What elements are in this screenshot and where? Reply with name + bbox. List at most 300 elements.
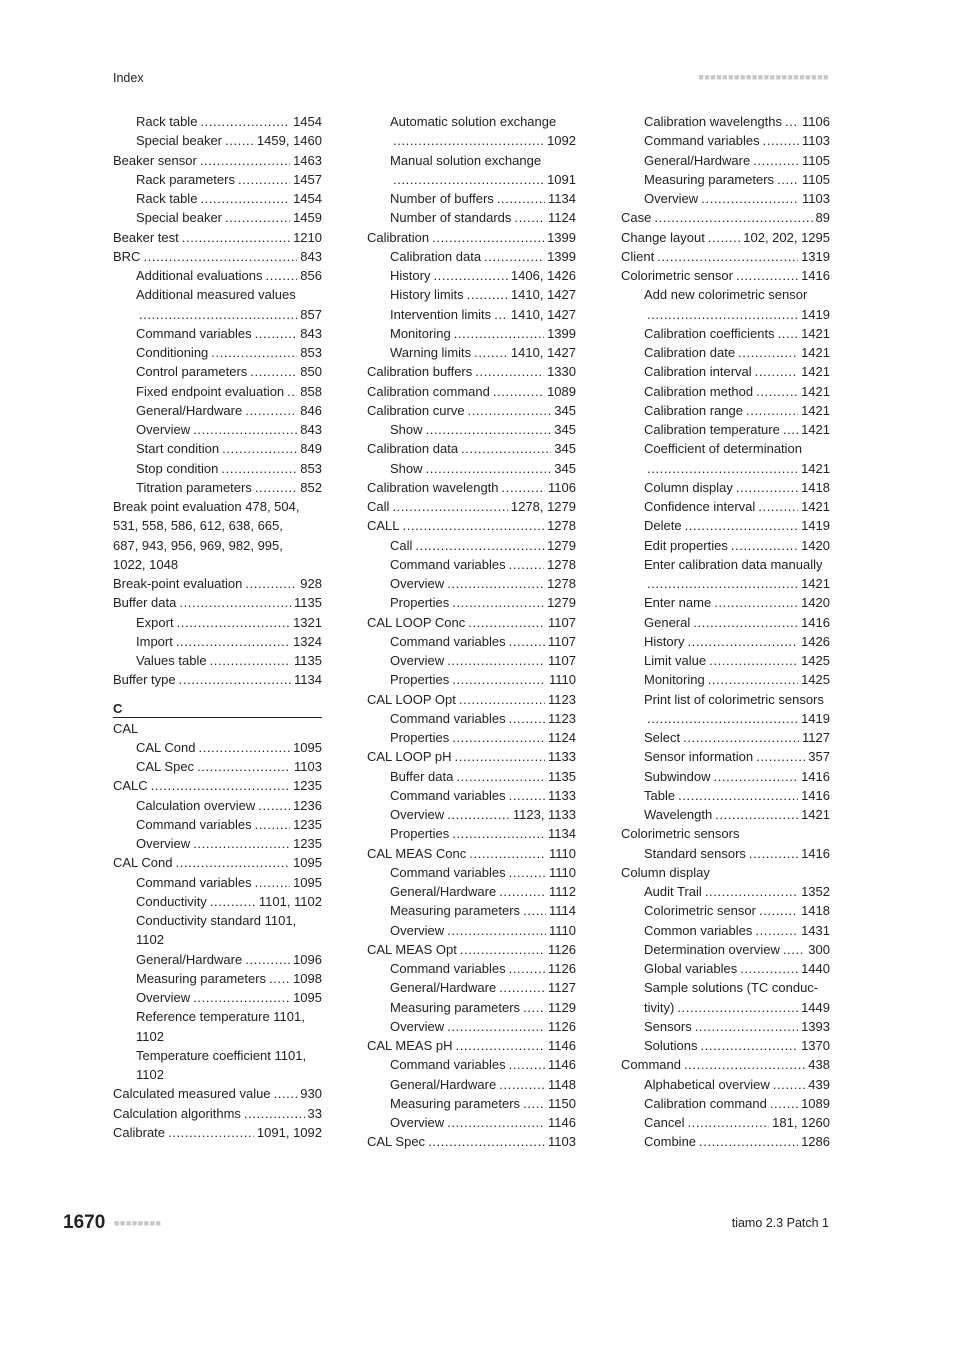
dot-leader xyxy=(509,786,545,805)
index-entry-term: Global variables xyxy=(644,961,738,976)
index-entry-pages: 1278, 1279 xyxy=(510,499,576,514)
index-entry xyxy=(621,844,830,863)
index-entry-pages: 1449 xyxy=(801,999,830,1015)
dot-leader xyxy=(777,170,799,189)
dot-leader xyxy=(452,824,545,843)
index-entry-pages: 1148 xyxy=(548,1076,576,1092)
index-entry-term: CAL MEAS Conc xyxy=(367,845,467,861)
index-entry xyxy=(367,1017,576,1036)
index-entry-pages: 1106 xyxy=(548,479,576,495)
index-entry xyxy=(367,959,576,978)
index-column-3 xyxy=(621,112,830,1152)
index-entry-term: Calibration buffers xyxy=(367,364,473,380)
dot-leader xyxy=(211,343,297,362)
index-entry xyxy=(367,439,576,458)
index-entry-term: Monitoring xyxy=(644,672,705,688)
index-entry-pages: 1133 xyxy=(548,749,576,765)
index-entry-text: Colorimetric sensors xyxy=(621,826,740,842)
index-entry-pages: 345 xyxy=(554,460,576,476)
dot-leader xyxy=(452,593,544,612)
index-entry-pages: 1286 xyxy=(801,1134,830,1150)
dot-leader xyxy=(274,1084,298,1103)
dot-leader xyxy=(468,401,552,420)
index-entry xyxy=(367,863,576,882)
index-entry-term: Number of standards xyxy=(390,210,512,226)
dot-leader xyxy=(509,959,545,978)
dot-leader xyxy=(509,863,546,882)
index-entry-text: Additional measured values xyxy=(136,287,296,303)
index-entry-pages: 1103 xyxy=(802,133,830,149)
index-entry-pages: 1235 xyxy=(293,778,322,794)
index-entry-term: Command variables xyxy=(390,556,506,572)
index-entry xyxy=(367,824,576,843)
index-entry xyxy=(621,189,830,208)
index-entry xyxy=(113,401,322,420)
index-entry xyxy=(621,921,830,940)
index-entry-pages: 852 xyxy=(300,479,322,495)
index-entry xyxy=(621,593,830,612)
index-entry xyxy=(621,343,830,362)
index-entry-term: Calibration xyxy=(367,229,430,245)
index-entry-term: Overview xyxy=(390,922,445,938)
dot-leader xyxy=(647,459,798,478)
index-entry-term: Overview xyxy=(390,1018,445,1034)
index-entry xyxy=(113,776,322,795)
index-entry-text: 1102 xyxy=(136,1067,164,1082)
index-entry-text: 1102 xyxy=(136,932,164,948)
index-entry-term: Intervention limits xyxy=(390,306,492,322)
dot-leader xyxy=(736,478,798,497)
index-entry xyxy=(367,978,576,997)
index-entry-term: Table xyxy=(644,787,676,803)
index-entry-term: Colorimetric sensor xyxy=(621,268,733,283)
index-entry-pages: 1127 xyxy=(802,730,830,745)
index-entry-pages: 102, 202, 1295 xyxy=(743,229,830,245)
index-entry xyxy=(621,728,830,747)
index-entry-pages: 1103 xyxy=(294,759,322,774)
index-entry xyxy=(113,1104,322,1123)
index-entry xyxy=(367,324,576,343)
dot-leader xyxy=(731,536,798,555)
index-entry xyxy=(621,901,830,920)
index-entry xyxy=(621,805,830,824)
dot-leader xyxy=(193,834,290,853)
dot-leader xyxy=(447,805,510,824)
index-entry-term: General xyxy=(644,614,691,630)
index-entry-term: Command variables xyxy=(390,787,506,803)
index-entry-text: Reference temperature 1101, xyxy=(136,1009,305,1025)
index-entry-pages: 1421 xyxy=(801,460,830,476)
index-entry-term: History xyxy=(390,268,431,283)
index-entry-term: Command variables xyxy=(136,325,252,341)
index-entry-term: Buffer data xyxy=(390,768,454,784)
dot-leader xyxy=(647,305,798,324)
index-entry xyxy=(113,613,322,632)
index-entry xyxy=(113,305,322,324)
index-entry-pages: 1098 xyxy=(293,970,322,986)
index-entry-term: CAL MEAS pH xyxy=(367,1038,453,1053)
index-entry xyxy=(621,709,830,728)
index-entry-term: Combine xyxy=(644,1134,697,1150)
index-entry xyxy=(621,1017,830,1036)
dot-leader xyxy=(714,593,798,612)
index-entry-pages: 33 xyxy=(307,1105,322,1121)
dot-leader xyxy=(708,228,740,247)
index-entry-pages: 1321 xyxy=(293,614,322,630)
index-entry-term: CAL MEAS Opt xyxy=(367,941,457,957)
index-entry-pages: 846 xyxy=(300,402,322,418)
index-entry xyxy=(367,516,576,535)
index-entry-term: Calibration wavelength xyxy=(367,479,499,495)
index-entry-pages: 1420 xyxy=(801,595,830,611)
index-entry-pages: 1091, 1092 xyxy=(256,1124,322,1140)
dot-leader xyxy=(447,921,546,940)
index-entry-pages: 1133 xyxy=(548,787,576,803)
index-entry-term: General/Hardware xyxy=(136,402,243,418)
index-entry xyxy=(113,632,322,651)
index-entry-term: Overview xyxy=(136,836,191,851)
index-entry xyxy=(113,439,322,458)
dot-leader xyxy=(685,516,799,535)
index-entry-pages: 1092 xyxy=(547,133,576,149)
index-entry-term: Solutions xyxy=(644,1038,698,1053)
dot-leader xyxy=(454,324,544,343)
index-entry-pages: 1129 xyxy=(548,999,576,1015)
index-entry-pages: 1419 xyxy=(801,306,830,322)
dot-leader xyxy=(683,728,799,747)
index-entry xyxy=(621,747,830,766)
dot-leader xyxy=(474,343,508,362)
index-entry-term: Command variables xyxy=(390,710,506,726)
index-entry-pages: 1134 xyxy=(548,191,576,206)
dot-leader xyxy=(715,805,798,824)
dot-leader xyxy=(749,844,798,863)
index-entry xyxy=(113,593,322,612)
index-entry-pages: 1146 xyxy=(548,1038,576,1053)
index-entry-pages: 1126 xyxy=(548,941,576,957)
index-entry-term: General/Hardware xyxy=(390,1076,497,1092)
index-entry-term: Overview xyxy=(136,990,191,1005)
dot-leader xyxy=(182,228,290,247)
dot-leader xyxy=(499,978,545,997)
dot-leader xyxy=(255,324,298,343)
index-entry-pages: 1089 xyxy=(801,1095,830,1111)
dot-leader xyxy=(509,709,545,728)
index-entry-term: CAL Cond xyxy=(136,739,196,755)
dot-leader xyxy=(714,767,799,786)
index-entry-term: Properties xyxy=(390,826,450,842)
index-entry-term: Limit value xyxy=(644,653,707,668)
index-entry-term: Common variables xyxy=(644,922,753,938)
dot-leader xyxy=(193,420,297,439)
index-entry xyxy=(367,747,576,766)
index-entry xyxy=(367,536,576,555)
dot-leader xyxy=(499,1075,545,1094)
index-entry xyxy=(621,420,830,439)
index-entry-pages: 1103 xyxy=(802,191,830,206)
index-entry xyxy=(621,940,830,959)
index-entry-text: Sample solutions (TC conduc- xyxy=(644,980,819,996)
index-entry-pages: 1410, 1427 xyxy=(510,306,576,322)
index-entry-term: Measuring parameters xyxy=(390,999,521,1015)
index-entry xyxy=(367,901,576,920)
index-entry xyxy=(367,632,576,651)
index-entry-term: Change layout xyxy=(621,229,705,245)
index-entry-pages: 1112 xyxy=(549,884,576,899)
header-decoration: ■■■■■■■■■■■■■■■■■■■■■■ xyxy=(698,72,829,82)
index-entry-term: Confidence interval xyxy=(644,499,756,514)
index-entry-term: Overview xyxy=(390,576,445,591)
index-entry-term: CAL Spec xyxy=(367,1134,426,1150)
index-entry-pages: 438 xyxy=(808,1057,830,1073)
dot-leader xyxy=(179,593,291,612)
index-entry-pages: 1419 xyxy=(801,518,830,534)
index-entry-pages: 1416 xyxy=(801,768,830,784)
index-entry-pages: 1091 xyxy=(547,171,576,187)
index-entry-term: Calibration interval xyxy=(644,364,752,380)
index-entry-term: Rack table xyxy=(136,114,198,129)
index-entry-pages: 1421 xyxy=(801,422,830,437)
index-entry-term: Wavelength xyxy=(644,807,713,822)
index-entry-term: Warning limits xyxy=(390,345,472,360)
index-entry xyxy=(113,796,322,815)
dot-leader xyxy=(245,574,297,593)
index-entry-term: Subwindow xyxy=(644,768,711,784)
index-entry xyxy=(367,266,576,285)
index-entry xyxy=(113,112,322,131)
index-entry xyxy=(621,362,830,381)
index-entry-pages: 1421 xyxy=(801,576,830,591)
index-entry xyxy=(367,593,576,612)
index-entry-term: Select xyxy=(644,730,681,745)
index-entry-term: Calibration curve xyxy=(367,402,465,418)
index-entry xyxy=(621,1055,830,1074)
dot-leader xyxy=(287,382,297,401)
dot-leader xyxy=(433,266,507,285)
index-entry xyxy=(621,228,830,247)
index-entry xyxy=(621,1094,830,1113)
dot-leader xyxy=(143,247,297,266)
index-entry xyxy=(367,555,576,574)
index-entry-pages: 1110 xyxy=(549,845,576,861)
index-entry-term: Show xyxy=(390,422,423,437)
index-entry xyxy=(367,1036,576,1055)
index-entry-pages: 1135 xyxy=(548,768,576,784)
index-entry-text: Column display xyxy=(621,864,710,880)
index-entry-pages: 1426 xyxy=(801,633,830,649)
index-entry xyxy=(621,786,830,805)
index-entry-pages: 1416 xyxy=(801,268,830,283)
dot-leader xyxy=(647,709,798,728)
index-entry-pages: 1420 xyxy=(801,537,830,553)
index-entry-pages: 1095 xyxy=(293,874,322,890)
index-entry xyxy=(621,767,830,786)
index-entry-term: Overview xyxy=(136,422,191,437)
index-entry-term: Measuring parameters xyxy=(136,970,267,986)
dot-leader xyxy=(523,901,546,920)
index-entry-pages: 1134 xyxy=(548,826,576,842)
index-entry xyxy=(621,170,830,189)
index-entry-pages: 858 xyxy=(300,383,322,399)
index-entry-pages: 1454 xyxy=(293,114,322,129)
index-entry xyxy=(113,670,322,689)
dot-leader xyxy=(523,998,545,1017)
dot-leader xyxy=(756,747,805,766)
dot-leader xyxy=(432,228,544,247)
dot-leader xyxy=(179,670,291,689)
dot-leader xyxy=(778,324,799,343)
index-entry xyxy=(113,815,322,834)
index-entry-term: Titration parameters xyxy=(136,479,252,495)
index-entry-pages: 843 xyxy=(300,248,322,264)
index-entry-pages: 345 xyxy=(554,422,576,437)
dot-leader xyxy=(244,1104,305,1123)
index-entry xyxy=(113,362,322,381)
dot-leader xyxy=(509,632,545,651)
index-entry xyxy=(367,478,576,497)
index-entry-pages: 1421 xyxy=(801,325,830,341)
index-entry xyxy=(367,420,576,439)
index-column-1 xyxy=(113,112,322,1142)
dot-leader xyxy=(461,439,551,458)
index-entry-text: 1102 xyxy=(136,1028,164,1044)
dot-leader xyxy=(736,266,798,285)
index-entry-pages: 1440 xyxy=(801,961,830,976)
index-entry-term: Calibration method xyxy=(644,383,754,399)
index-entry-term: Calculation overview xyxy=(136,797,256,813)
index-entry-text: Temperature coefficient 1101, xyxy=(136,1047,307,1063)
dot-leader xyxy=(269,969,290,988)
index-entry-pages: 1399 xyxy=(547,325,576,341)
index-entry xyxy=(621,1132,830,1151)
index-entry-pages: 89 xyxy=(815,210,830,226)
index-entry xyxy=(113,892,322,911)
index-entry-text: Print list of colorimetric sensors xyxy=(644,691,824,707)
dot-leader xyxy=(199,738,291,757)
index-entry-pages: 1110 xyxy=(549,864,576,880)
dot-leader xyxy=(403,516,545,535)
index-entry-term: Special beaker xyxy=(136,210,222,226)
dot-leader xyxy=(200,189,290,208)
dot-leader xyxy=(709,651,798,670)
index-entry xyxy=(113,1123,322,1142)
index-entry-term: Command variables xyxy=(390,633,506,649)
index-entry-term: CALL xyxy=(367,518,400,534)
dot-leader xyxy=(684,1055,805,1074)
index-entry-pages: 1235 xyxy=(293,816,322,832)
dot-leader xyxy=(393,170,544,189)
index-entry-term: Command variables xyxy=(644,133,760,149)
index-entry-term: Number of buffers xyxy=(390,191,494,206)
index-entry-pages: 1107 xyxy=(548,633,576,649)
dot-leader xyxy=(759,901,798,920)
index-entry xyxy=(113,208,322,227)
dot-leader xyxy=(509,1055,545,1074)
dot-leader xyxy=(785,112,799,131)
index-entry xyxy=(621,208,830,227)
index-entry-text: Coefficient of determination xyxy=(644,441,803,457)
index-entry-pages: 1399 xyxy=(547,229,576,245)
index-entry-term: Stop condition xyxy=(136,460,219,476)
footer-decoration: ■■■■■■■■ xyxy=(114,1218,162,1228)
index-entry-term: Calibration command xyxy=(367,383,490,399)
index-entry-pages: 1330 xyxy=(547,364,576,380)
index-entry xyxy=(621,632,830,651)
index-entry-text: Enter calibration data manually xyxy=(644,556,823,572)
index-entry-term: Monitoring xyxy=(390,325,451,341)
dot-leader xyxy=(176,853,291,872)
index-entry-pages: 1459 xyxy=(293,210,322,226)
dot-leader xyxy=(773,1075,806,1094)
index-entry-term: Calculation algorithms xyxy=(113,1105,241,1121)
index-entry-pages: 1393 xyxy=(801,1018,830,1034)
index-entry xyxy=(113,834,322,853)
index-entry-pages: 930 xyxy=(300,1086,322,1102)
index-entry-pages: 1459, 1460 xyxy=(256,133,322,149)
index-entry-term: Client xyxy=(621,248,655,264)
index-entry xyxy=(367,189,576,208)
dot-leader xyxy=(225,208,290,227)
index-entry-pages: 357 xyxy=(808,749,830,765)
index-entry xyxy=(367,651,576,670)
index-entry xyxy=(621,497,830,516)
index-entry xyxy=(621,459,830,478)
dot-leader xyxy=(497,189,545,208)
index-entry xyxy=(113,574,322,593)
index-entry-pages: 843 xyxy=(300,325,322,341)
dot-leader xyxy=(447,1113,545,1132)
index-entry-term: Calibrate xyxy=(113,1124,166,1140)
dot-leader xyxy=(255,478,297,497)
index-entry-pages: 1135 xyxy=(294,653,322,668)
index-entry-pages: 1454 xyxy=(293,191,322,206)
index-entry-pages: 1110 xyxy=(549,922,576,938)
index-entry-pages: 1431 xyxy=(801,922,830,938)
index-entry-term: Edit properties xyxy=(644,537,728,553)
index-entry-pages: 1103 xyxy=(548,1134,576,1150)
index-entry xyxy=(367,574,576,593)
index-entry-text: 687, 943, 956, 969, 982, 995, xyxy=(113,537,283,553)
index-entry xyxy=(621,305,830,324)
index-entry-pages: 1123 xyxy=(548,691,576,707)
index-entry-text: Break point evaluation 478, 504, xyxy=(113,499,300,514)
index-entry-pages: 850 xyxy=(300,364,322,380)
index-entry xyxy=(621,998,830,1017)
index-entry xyxy=(367,1075,576,1094)
dot-leader xyxy=(758,497,798,516)
index-entry xyxy=(113,757,322,776)
index-entry-term: Enter name xyxy=(644,595,712,611)
index-entry xyxy=(621,382,830,401)
dot-leader xyxy=(677,998,798,1017)
index-entry-pages: 857 xyxy=(300,306,322,322)
index-entry-pages: 1463 xyxy=(293,152,322,168)
index-entry-term: History limits xyxy=(390,287,464,303)
index-entry xyxy=(367,247,576,266)
index-entry-term: CAL Spec xyxy=(136,759,195,774)
dot-leader xyxy=(494,305,508,324)
dot-leader xyxy=(509,555,544,574)
dot-leader xyxy=(475,362,544,381)
index-entry-pages: 1235 xyxy=(293,836,322,851)
index-entry-term: Measuring parameters xyxy=(390,1095,521,1111)
dot-leader xyxy=(151,776,290,795)
index-entry xyxy=(621,574,830,593)
dot-leader xyxy=(459,690,545,709)
index-entry xyxy=(367,228,576,247)
index-entry xyxy=(367,459,576,478)
index-entry-term: Command variables xyxy=(390,1057,506,1073)
